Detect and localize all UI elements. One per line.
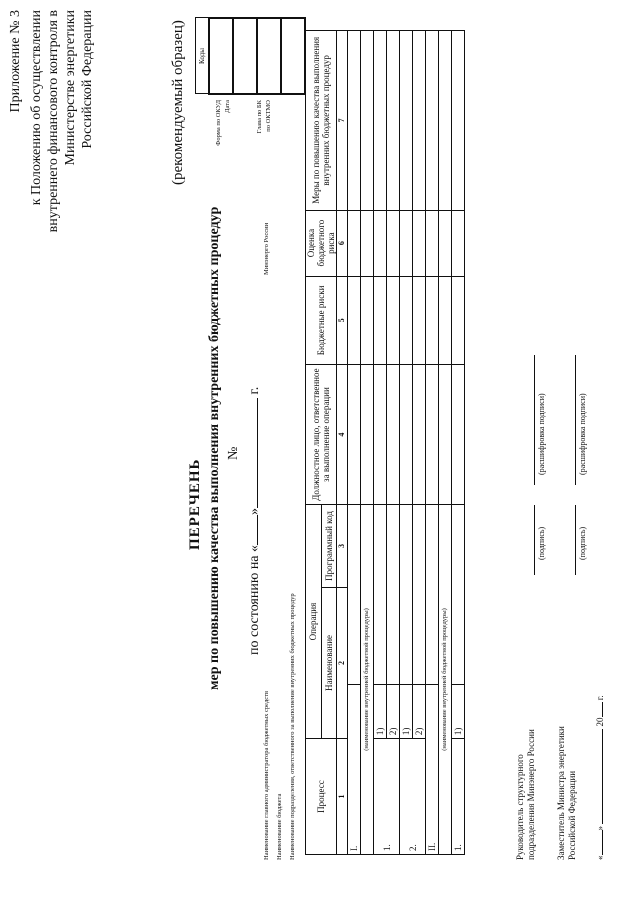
operation-cell[interactable] [374,504,387,684]
risk-eval-cell[interactable] [361,210,374,276]
measures-cell[interactable] [374,31,387,211]
deputy-title-line-2: Российской Федерации [567,770,577,860]
codes-labels-top [214,100,232,170]
code-label-date: Дата [224,100,231,113]
table-row [452,31,465,855]
col-number: 7 [337,31,348,211]
official-cell[interactable] [413,365,426,505]
operation-index: 2) [387,684,400,739]
official-cell[interactable] [387,365,400,505]
as-of-prefix: по состоянию на « [247,544,262,655]
table-row [374,31,387,855]
appendix-line-1: Приложение № 3 [8,10,23,113]
process-cell[interactable]: 2. [400,739,426,855]
process-cell[interactable]: II. [426,684,439,854]
number-sign-text: № [226,446,241,460]
measures-cell[interactable] [413,31,426,211]
measures-cell[interactable] [361,31,374,211]
codes-labels-bottom [255,100,273,170]
appendix-line-5: Российской Федерации [80,10,95,149]
code-label-okud: Форма по ОКУД [215,100,222,146]
official-cell[interactable] [452,365,465,505]
official-cell[interactable] [374,365,387,505]
header-risk-eval: Оценка бюджетного риска [306,210,337,276]
as-of-mid: » [247,507,262,515]
table-row [400,31,413,855]
risks-cell[interactable] [439,276,452,365]
risk-eval-cell[interactable] [374,210,387,276]
header-op-name: Наименование [321,587,337,738]
official-cell[interactable] [439,365,452,505]
header-process: Процесс [306,739,337,855]
col-number: 1 [337,739,348,855]
risks-cell[interactable] [400,276,413,365]
risks-cell[interactable] [361,276,374,365]
measures-cell[interactable] [348,31,361,211]
number-sign [226,447,242,460]
risk-eval-cell[interactable] [426,210,439,276]
procedure-caption: (наименование внутренней бюджетной процедуры) [439,504,452,854]
code-cell-date[interactable] [233,18,257,94]
table-row [361,31,374,855]
risks-cell[interactable] [374,276,387,365]
risk-eval-cell[interactable] [413,210,426,276]
date-suffix: г. [595,695,605,701]
appendix-block [28,10,96,305]
measures-cell[interactable] [452,31,465,211]
measures-cell[interactable] [400,31,413,211]
operation-cell[interactable] [413,504,426,684]
operation-cell[interactable] [348,504,361,684]
gabs-value: Минэнерго России [263,222,270,275]
code-cell-bk[interactable] [257,18,281,94]
date-open-quote: « [595,855,605,860]
head-decode-caption: (расшифровка подписи) [537,393,546,475]
operation-cell[interactable] [387,504,400,684]
risk-eval-cell[interactable] [387,210,400,276]
appendix-line-3: внутреннего финансового контроля в [46,10,61,233]
codes-header: Коды [196,18,210,94]
appendix-line-2: к Положению об осуществлении [29,10,44,206]
signature-date [595,695,605,860]
official-cell[interactable] [400,365,413,505]
deputy-decode-line[interactable] [575,355,576,485]
official-cell[interactable] [426,365,439,505]
deputy-title-line-1: Заместитель Министра энергетики [556,726,566,860]
official-cell[interactable] [348,365,361,505]
process-cell[interactable]: I. [348,684,361,854]
appendix-title [8,10,24,135]
gabs-label: Наименование главного администратора бюджетных средств [263,690,270,860]
col-number: 4 [337,365,348,505]
operation-index: 2) [413,684,426,739]
code-cell-oktmo[interactable] [281,18,305,94]
measures-cell[interactable] [426,31,439,211]
operation-index: 1) [452,684,465,739]
risks-cell[interactable] [413,276,426,365]
operation-index: 1) [400,684,413,739]
col-number: 5 [337,276,348,365]
head-signatory [515,729,537,860]
measures-table [305,30,465,855]
code-label-bk: Глава по БК [256,100,263,134]
as-of-date [247,387,263,655]
as-of-year-suffix: г. [247,386,262,395]
risk-eval-cell[interactable] [348,210,361,276]
table-row [413,31,426,855]
head-title-line-1: Руководитель структурного [515,754,525,860]
page-title: ПЕРЕЧЕНЬ [187,458,203,550]
risks-cell[interactable] [452,276,465,365]
measures-cell[interactable] [387,31,400,211]
operation-cell[interactable] [426,504,439,684]
table-row [439,31,452,855]
header-measures: Меры по повышению качества выполнения внутренних бюджетных процедур [306,31,337,211]
budget-label: Наименование бюджета [276,793,283,860]
risk-eval-cell[interactable] [439,210,452,276]
head-decode-line[interactable] [534,355,535,485]
risk-eval-cell[interactable] [400,210,413,276]
measures-cell[interactable] [439,31,452,211]
col-number: 2 [337,587,348,738]
deputy-signature-line[interactable] [575,505,576,575]
risk-eval-cell[interactable] [452,210,465,276]
header-official: Должностное лицо, ответственное за выполнение операции [306,365,337,505]
date-year: 20 [595,717,605,727]
process-cell[interactable]: 1. [374,739,400,855]
deputy-signatory [556,726,578,860]
operation-cell[interactable] [452,504,465,684]
table-row [348,31,361,855]
col-number: 6 [337,210,348,276]
appendix-line-4: Министерстве энергетики [63,10,78,166]
codes-box [195,17,306,95]
head-title-line-2: подразделения Минэнерго России [526,729,536,860]
operation-cell[interactable] [400,504,413,684]
risks-cell[interactable] [348,276,361,365]
code-cell-okud[interactable] [209,18,233,94]
risks-cell[interactable] [426,276,439,365]
code-label-oktmo: по ОКТМО [265,100,272,132]
dept-label: Наименование подразделения, ответственного за выполнение внутренних бюджетных процедур [289,593,296,860]
header-op-code: Программный код [321,504,337,587]
col-number: 3 [337,504,348,587]
page-subtitle: мер по повышению качества выполнения внутренних бюджетных процедур [207,206,222,690]
header-risks: Бюджетные риски [306,276,337,365]
table-row [387,31,400,855]
procedure-caption: (наименование внутренней бюджетной процедуры) [361,504,374,854]
operation-index: 1) [374,684,387,739]
date-close-quote: » [595,826,605,831]
risks-cell[interactable] [387,276,400,365]
header-operation: Операция [306,504,322,738]
deputy-signature-caption: (подпись) [578,526,587,560]
official-cell[interactable] [361,365,374,505]
process-cell[interactable]: 1. [452,739,465,855]
deputy-decode-caption: (расшифровка подписи) [578,393,587,475]
head-signature-caption: (подпись) [537,526,546,560]
head-signature-line[interactable] [534,505,535,575]
table-row [426,31,439,855]
sample-note: (рекомендуемый образец) [170,20,186,185]
